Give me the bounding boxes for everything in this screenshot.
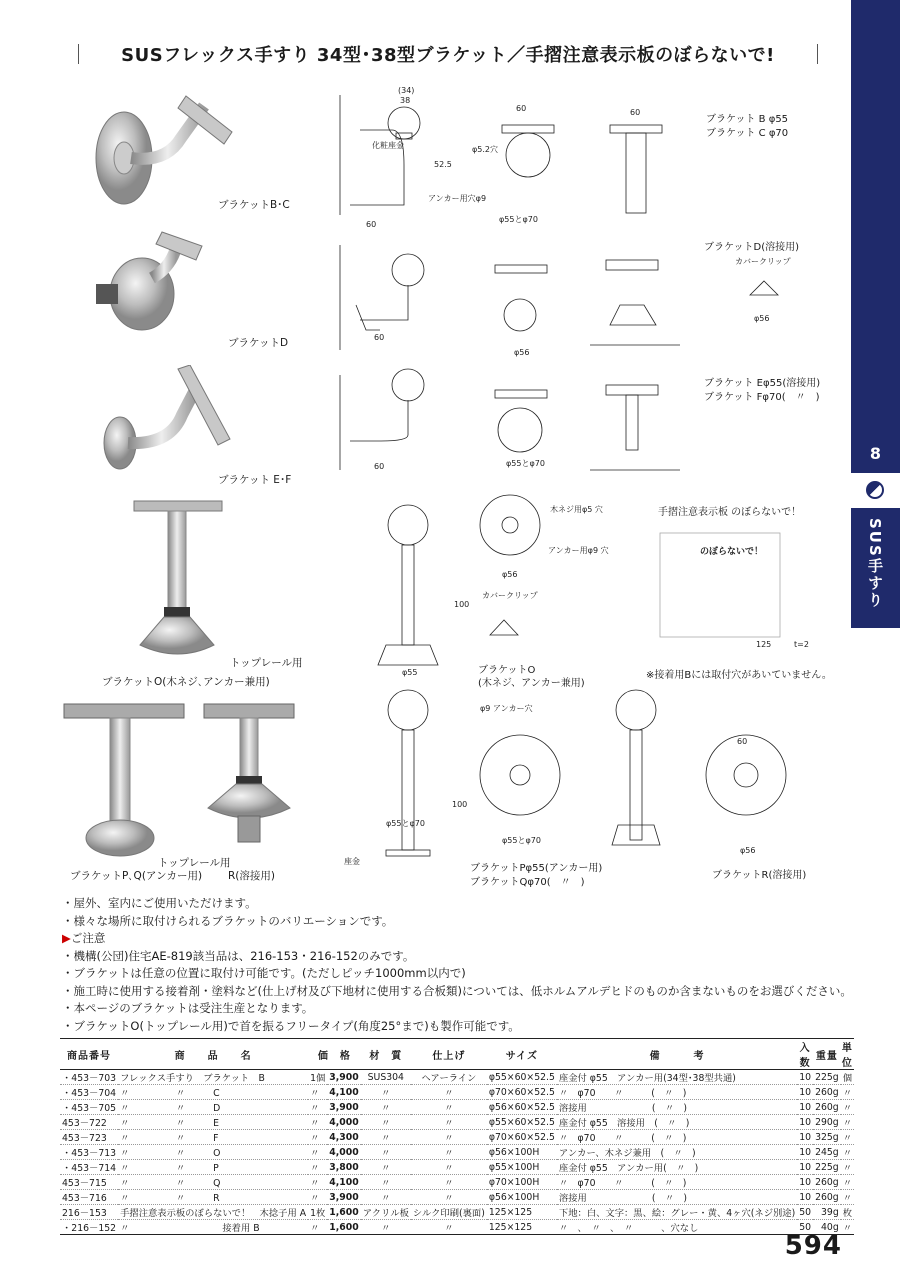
table-cell: 4,000 <box>329 1116 359 1128</box>
label-sign-title: 手摺注意表示板 のぼらないで！ <box>658 507 802 518</box>
table-cell: 〃 〃 O <box>118 1145 308 1160</box>
caption-bracket-ef: ブラケット E･F <box>218 474 292 486</box>
chapter-number[interactable]: 8 <box>851 433 900 473</box>
table-cell: 〃 <box>308 1115 327 1130</box>
dim-56-o: φ56 <box>502 570 518 579</box>
label-wood-screw: 木ネジ用φ5 穴 <box>550 505 603 514</box>
table-cell: 10 <box>799 1176 812 1188</box>
header-divider-left <box>78 44 79 64</box>
caption-bracket-r: R(溶接用) <box>228 870 275 882</box>
table-cell: ・453－703 <box>60 1070 118 1085</box>
table-cell: 〃 、 〃 、 〃 、穴なし <box>557 1220 797 1235</box>
table-cell: 1,600 <box>329 1206 359 1218</box>
note-line: ・屋外、室内にご使用いただけます。 <box>62 896 257 910</box>
table-cell: 4,000 <box>329 1146 359 1158</box>
chapter-side-tab <box>851 0 900 1273</box>
table-cell: 〃 <box>361 1130 411 1145</box>
table-cell: φ56×60×52.5 <box>488 1101 555 1113</box>
table-cell: 座金付 φ55 溶接用 ( 〃 ) <box>557 1115 797 1130</box>
table-row <box>60 1220 854 1235</box>
label-bc-c: ブラケット C φ70 <box>706 128 789 139</box>
table-cell: φ56×100H <box>487 1145 557 1160</box>
table-cell: 枚 <box>841 1205 854 1220</box>
table-cell: 1枚 <box>308 1205 327 1220</box>
dim-100-p: 100 <box>452 800 468 809</box>
table-cell: 453－722 <box>60 1115 118 1130</box>
table-cell: シルク印刷(裏面) <box>411 1205 487 1220</box>
table-cell: φ55×60×52.5 <box>488 1071 555 1083</box>
table-cell: 〃 <box>841 1145 854 1160</box>
table-cell: 50 <box>799 1206 812 1218</box>
table-cell: 〃 <box>411 1100 487 1115</box>
table-cell: 〃 接着用 B <box>118 1220 308 1235</box>
caution-arrow-icon: ▶ <box>62 931 71 945</box>
table-cell: 〃 <box>308 1190 327 1205</box>
col-header: 価 格 <box>308 1039 361 1070</box>
col-header: 重量 <box>813 1039 841 1070</box>
table-cell: 〃 <box>361 1220 411 1235</box>
table-cell: 〃 <box>361 1175 411 1190</box>
col-header: 商品番号 <box>60 1039 118 1070</box>
table-cell: 〃 <box>841 1130 854 1145</box>
col-header: 入数 <box>797 1039 813 1070</box>
table-cell: 4,300 <box>329 1131 359 1143</box>
technical-drawings <box>320 85 850 895</box>
dim-100-o: 100 <box>454 600 470 609</box>
table-cell: アンカー、木ネジ兼用 ( 〃 ) <box>557 1145 797 1160</box>
label-cover-clip-d: カバークリップ <box>735 257 791 266</box>
dim-56-clip: φ56 <box>754 314 770 323</box>
table-row <box>60 1145 854 1160</box>
table-cell: 〃 <box>308 1175 327 1190</box>
label-f: ブラケット Fφ70( 〃 ) <box>704 392 820 403</box>
caption-bracket-o: ブラケットO(木ネジ､アンカー兼用) <box>102 676 270 688</box>
dim-60-r: 60 <box>737 737 748 746</box>
page-title: SUSフレックス手すり 34型･38型ブラケット／手摺注意表示板のぼらないで! <box>121 45 775 66</box>
table-cell: ヘアーライン <box>411 1070 487 1085</box>
table-cell: 10 <box>799 1116 812 1128</box>
table-cell: 〃 〃 C <box>118 1085 308 1100</box>
table-cell: 〃 〃 D <box>118 1100 308 1115</box>
table-row <box>60 1130 854 1145</box>
col-header: 備 考 <box>557 1039 797 1070</box>
table-row <box>60 1205 854 1220</box>
caution-line: ・機構(公団)住宅AE-819該当品は、216-153・216-152のみです。 <box>62 948 415 963</box>
table-cell: 〃 <box>308 1100 327 1115</box>
label-r: ブラケットR(溶接用) <box>712 870 807 881</box>
caption-bracket-pq: ブラケットP､Q(アンカー用) <box>70 870 203 882</box>
table-cell: φ56×100H <box>487 1190 557 1205</box>
table-cell: アクリル板 <box>361 1205 411 1220</box>
dim-55-70-side: φ55とφ70 <box>386 819 425 828</box>
table-cell: 39g <box>813 1205 841 1220</box>
caution-line: ・本ページのブラケットは受注生産となります。 <box>62 1001 314 1015</box>
table-cell: 10 <box>799 1131 812 1143</box>
table-row <box>60 1100 854 1115</box>
table-cell: 325g <box>815 1131 839 1143</box>
table-cell: 125×125 <box>487 1220 557 1235</box>
table-cell: 〃 <box>361 1190 411 1205</box>
table-cell: 40g <box>813 1220 841 1235</box>
table-cell: 50 <box>799 1221 812 1233</box>
table-cell: 〃 <box>411 1145 487 1160</box>
table-cell: 〃 <box>841 1160 854 1175</box>
table-row <box>60 1190 854 1205</box>
table-cell: 〃 <box>361 1085 411 1100</box>
col-header: 材 質 <box>361 1039 411 1070</box>
col-header: 商 品 名 <box>118 1039 308 1070</box>
table-cell: 〃 φ70 〃 ( 〃 ) <box>557 1085 797 1100</box>
table-cell: ・453－704 <box>60 1085 118 1100</box>
table-cell: 10 <box>799 1086 812 1098</box>
table-cell: 453－716 <box>60 1190 118 1205</box>
table-cell: φ55×60×52.5 <box>488 1116 555 1128</box>
label-o-sub: (木ネジ、アンカー兼用) <box>478 678 585 689</box>
table-header-row <box>60 1039 854 1070</box>
table-cell: 〃 <box>308 1130 327 1145</box>
bracket-pq-photo <box>60 698 195 863</box>
table-cell: 453－723 <box>60 1130 118 1145</box>
table-cell: 1,600 <box>329 1221 359 1233</box>
table-cell: フレックス手すり ブラケット B <box>118 1070 308 1085</box>
table-cell: 216－153 <box>60 1205 118 1220</box>
table-cell: 〃 <box>411 1220 487 1235</box>
table-row <box>60 1160 854 1175</box>
label-d: ブラケットD(溶接用) <box>704 242 800 253</box>
table-cell: 〃 <box>841 1115 854 1130</box>
table-row <box>60 1115 854 1130</box>
table-cell: 3,800 <box>329 1161 359 1173</box>
caption-toprail-o: トップレール用 <box>230 657 303 669</box>
table-cell: 〃 〃 F <box>118 1130 308 1145</box>
table-cell: 245g <box>815 1146 839 1158</box>
table-row <box>60 1175 854 1190</box>
product-spec-table <box>60 1038 854 1235</box>
dim-55-70: φ55とφ70 <box>499 215 538 224</box>
dim-38: 38 <box>400 96 411 105</box>
table-cell: 〃 <box>841 1100 854 1115</box>
dim-t2: t=2 <box>794 640 809 649</box>
table-cell: 〃 <box>308 1085 327 1100</box>
dim-60-b: 60 <box>630 108 641 117</box>
label-anchor-hole: アンカー用穴φ9 <box>428 194 487 203</box>
table-cell: 260g <box>815 1176 839 1188</box>
table-cell: 4,100 <box>329 1176 359 1188</box>
dim-55-70-e: φ55とφ70 <box>506 459 545 468</box>
table-cell: 290g <box>815 1116 839 1128</box>
dim-60-e: 60 <box>374 462 385 471</box>
table-cell: 〃 <box>411 1175 487 1190</box>
bracket-bc-photo <box>86 88 236 208</box>
table-cell: 3,900 <box>329 1101 359 1113</box>
table-cell: 3,900 <box>329 1191 359 1203</box>
label-cosmetic-plate: 化粧座金 <box>372 141 404 150</box>
dim-52hole: φ5.2穴 <box>472 145 498 154</box>
table-cell: 〃 <box>361 1160 411 1175</box>
table-cell: 〃 <box>411 1115 487 1130</box>
label-anchor-hole-top: φ9 アンカー穴 <box>480 704 533 713</box>
table-cell: 10 <box>799 1101 812 1113</box>
table-cell: 260g <box>815 1191 839 1203</box>
table-row <box>60 1070 854 1085</box>
table-cell: 10 <box>799 1146 812 1158</box>
dim-56-r: φ56 <box>740 846 756 855</box>
table-cell: ・453－705 <box>60 1100 118 1115</box>
bracket-o-photo <box>130 495 225 665</box>
dim-60-a: 60 <box>516 104 527 113</box>
caution-line: ・ブラケットは任意の位置に取付け可能です。(ただしピッチ1000mm以内で) <box>62 966 466 980</box>
table-cell: 3,900 <box>329 1071 359 1083</box>
table-cell: 座金付 φ55 アンカー用(34型･38型共通) <box>557 1070 797 1085</box>
caution-heading <box>62 930 852 948</box>
table-cell: 225g <box>815 1071 839 1083</box>
dim-55-o: φ55 <box>402 668 418 677</box>
table-cell: φ70×100H <box>487 1175 557 1190</box>
table-cell: 〃 <box>841 1175 854 1190</box>
table-cell: 溶接用 ( 〃 ) <box>557 1190 797 1205</box>
table-cell: 〃 <box>841 1190 854 1205</box>
table-cell: 〃 <box>841 1085 854 1100</box>
table-cell: 〃 〃 P <box>118 1160 308 1175</box>
table-cell: 〃 〃 Q <box>118 1175 308 1190</box>
label-anchor9: アンカー用φ9 穴 <box>548 546 609 555</box>
chapter-dot-icon <box>866 481 884 499</box>
table-cell: 10 <box>799 1071 812 1083</box>
dim-56-d: φ56 <box>514 348 530 357</box>
table-cell: 〃 <box>361 1100 411 1115</box>
table-cell: 個 <box>841 1070 854 1085</box>
table-cell: 260g <box>815 1086 839 1098</box>
table-cell: 〃 <box>308 1160 327 1175</box>
sign-text: のぼらないで！ <box>700 547 764 557</box>
col-header: 仕上げ <box>411 1039 487 1070</box>
caption-toprail-pq: トップレール用 <box>158 857 231 869</box>
table-cell: 1個 <box>308 1070 327 1085</box>
notes-section <box>62 895 852 1035</box>
table-cell: 手摺注意表示板のぼらないで！ 木捻子用 A <box>118 1205 308 1220</box>
dim-125: 125 <box>756 640 772 649</box>
dim-60-d: 60 <box>374 333 385 342</box>
label-cover-clip-o: カバークリップ <box>482 591 538 600</box>
caution-line: ・施工時に使用する接着剤・塗料など(仕上げ材及び下地材に使用する合板類)については、低ホルムアルデヒドのものか含まないものをお選びください。 <box>62 983 852 998</box>
table-cell: φ55×100H <box>487 1160 557 1175</box>
table-cell: 4,100 <box>329 1086 359 1098</box>
table-cell: 溶接用 ( 〃 ) <box>557 1100 797 1115</box>
table-cell: ・216－152 <box>60 1220 118 1235</box>
caption-bracket-bc: ブラケットB･C <box>218 199 290 211</box>
table-cell: 225g <box>815 1161 839 1173</box>
label-zagane: 座金 <box>344 857 360 866</box>
label-e: ブラケット Eφ55(溶接用) <box>704 378 821 389</box>
bracket-ef-photo <box>90 365 235 475</box>
chapter-category[interactable]: SUS手すり <box>851 508 900 628</box>
page-number: 594 <box>784 1231 842 1261</box>
table-cell: 座金付 φ55 アンカー用( 〃 ) <box>557 1160 797 1175</box>
table-cell: 〃 <box>411 1190 487 1205</box>
caution-line: ・ブラケットO(トップレール用)で首を振るフリータイプ(角度25°まで)も製作可能です。 <box>62 1018 520 1033</box>
label-bc-b: ブラケット B φ55 <box>706 114 789 125</box>
table-cell: ・453－713 <box>60 1145 118 1160</box>
table-cell: 〃 <box>411 1130 487 1145</box>
table-cell: 下地：白、文字：黒、絵：グレー・黄、4ヶ穴(ネジ別途) <box>557 1205 797 1220</box>
col-header: サイズ <box>487 1039 557 1070</box>
table-cell: 〃 <box>361 1115 411 1130</box>
label-sign-note: ※接着用Bには取付穴があいていません。 <box>646 670 832 681</box>
header-divider-right <box>817 44 818 64</box>
dim-60-c: 60 <box>366 220 377 229</box>
table-cell: 〃 <box>411 1160 487 1175</box>
table-cell: ・453－714 <box>60 1160 118 1175</box>
dim-525-a: 52.5 <box>434 160 452 169</box>
table-cell: 260g <box>815 1101 839 1113</box>
table-cell: 〃 〃 E <box>118 1115 308 1130</box>
table-cell: 〃 〃 R <box>118 1190 308 1205</box>
label-p: ブラケットPφ55(アンカー用) <box>470 863 603 874</box>
table-cell: 〃 <box>308 1145 327 1160</box>
bracket-r-photo <box>200 698 300 848</box>
label-q: ブラケットQφ70( 〃 ) <box>470 877 585 888</box>
dim-55-70-p: φ55とφ70 <box>502 836 541 845</box>
caption-bracket-d: ブラケットD <box>228 337 289 349</box>
note-line: ・様々な場所に取付けられるブラケットのバリエーションです。 <box>62 913 394 928</box>
caution-label: ご注意 <box>70 931 106 945</box>
table-cell: 〃 <box>308 1220 327 1235</box>
table-cell: 〃 φ70 〃 ( 〃 ) <box>557 1130 797 1145</box>
table-cell: 10 <box>799 1191 812 1203</box>
table-cell: 〃 φ70 〃 ( 〃 ) <box>557 1175 797 1190</box>
page-header <box>72 40 824 68</box>
label-o-title: ブラケットO <box>478 665 536 676</box>
table-cell: 125×125 <box>487 1205 557 1220</box>
table-cell: 453－715 <box>60 1175 118 1190</box>
dim-34: (34) <box>398 86 415 95</box>
table-cell: 〃 <box>361 1145 411 1160</box>
side-band <box>851 0 900 433</box>
table-cell: 〃 <box>841 1220 854 1235</box>
table-cell: φ70×60×52.5 <box>488 1086 555 1098</box>
table-cell: 10 <box>799 1161 812 1173</box>
table-row <box>60 1085 854 1100</box>
col-header: 単位 <box>841 1039 854 1070</box>
bracket-d-photo <box>92 228 222 338</box>
table-cell: φ70×60×52.5 <box>488 1131 555 1143</box>
table-cell: 〃 <box>411 1085 487 1100</box>
table-cell: SUS304 <box>361 1070 411 1085</box>
